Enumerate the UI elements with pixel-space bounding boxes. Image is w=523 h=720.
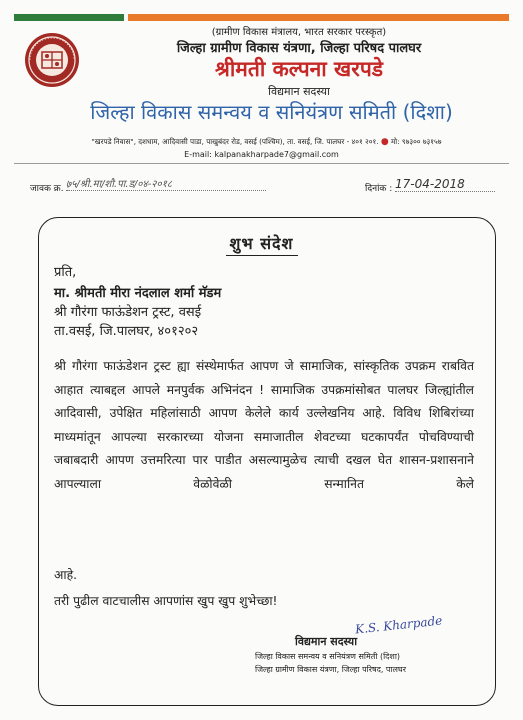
emblem-logo-icon [24,32,80,88]
recipient-address-line1: श्री गौरंगा फाऊंडेशन ट्रस्ट, वसई [54,305,202,320]
handwritten-signature: K.S. Kharpade [354,613,443,637]
orange-bar [128,14,509,21]
date-label: दिनांक : [365,184,393,194]
letterhead-name: श्रीमती कल्पना खरपडे [215,56,383,81]
letterhead-designation: विद्यमान सदस्या [268,85,330,98]
recipient-name: मा. श्रीमती मीरा नंदलाल शर्मा मॅडम [54,286,222,301]
signatory-agency: जिल्हा ग्रामीण विकास यंत्रणा, जिल्हा परिषद, पालघर [255,665,406,674]
letterhead-address: "खरपडे निवास", दशधाम, आदिवासी पाडा, पाखुबंदर रोड, वसई (पश्चिम), ता. वसई, जि. पालघर - ४०१ २०१. [91,137,379,146]
header-divider [14,163,509,164]
message-title: शुभ संदेश [229,234,294,253]
message-body-end: आहे. [54,568,78,582]
signatory-designation: विद्यमान सदस्या [295,635,358,648]
green-bar [14,14,124,21]
bullet-icon: ● [380,137,389,147]
letterhead-subheader: (ग्रामीण विकास मंत्रालय, भारत सरकार परस्कृत) [211,27,387,38]
signatory-committee: जिल्हा विकास समन्वय व सनियंत्रण समिती (दिशा) [255,652,401,661]
reference-number: ७५/श्री.मा/शौ.पा.ड/०४-२०१८ [66,176,266,191]
reference-label: जावक क्र. : [30,184,70,194]
letterhead-phone: मो: ९७३०० ७३१५७ [390,137,442,146]
letterhead-email: E-mail: kalpanakharpade7@gmail.com [184,150,339,159]
to-label: प्रति, [54,265,77,280]
letterhead-top-bars [14,14,509,22]
letterhead-agency: जिल्हा ग्रामीण विकास यंत्रणा, जिल्हा परिषद पालघर [176,41,422,56]
message-closing: तरी पुढील वाटचालीस आपणांस खुप खुप शुभेच्छा! [54,594,278,608]
title-underline [226,255,298,256]
message-body: श्री गौरंगा फाऊंडेशन ट्रस्ट ह्या संस्थेमार्फत आपण जे सामाजिक, सांस्कृतिक उपक्रम राबवित आहात त्याबद्दल आपले मनपुर्वक अभिनंदन ! सामाजिक उपक्रमांसोबत पालघर जिल्ह्यांतील आदिवासी, उपेक्षित महिलांसाठी आपण केलेले कार्य उल्लेखनिय आहे. विविध शिबिरांच्या माध्यमांतून आपल्या सरकारच्या योजना समाजातील शेवटच्या घटकापर्यंत पोचविण्याची जबाबदारी आपण उत्तमरित्या पार पाडीत असल्यामुळेच त्याची दखल घेत शासन-प्रशासनाने आपल्याला वेळोवेळी सन्मानित केले [54,359,474,491]
letterhead-committee: जिल्हा विकास समन्वय व सनियंत्रण समिती (दिशा) [90,100,453,124]
date-value: 17-04-2018 [395,177,495,192]
recipient-address-line2: ता.वसई, जि.पालघर, ४०१२०२ [54,324,199,339]
letterhead-address-line [30,137,503,147]
